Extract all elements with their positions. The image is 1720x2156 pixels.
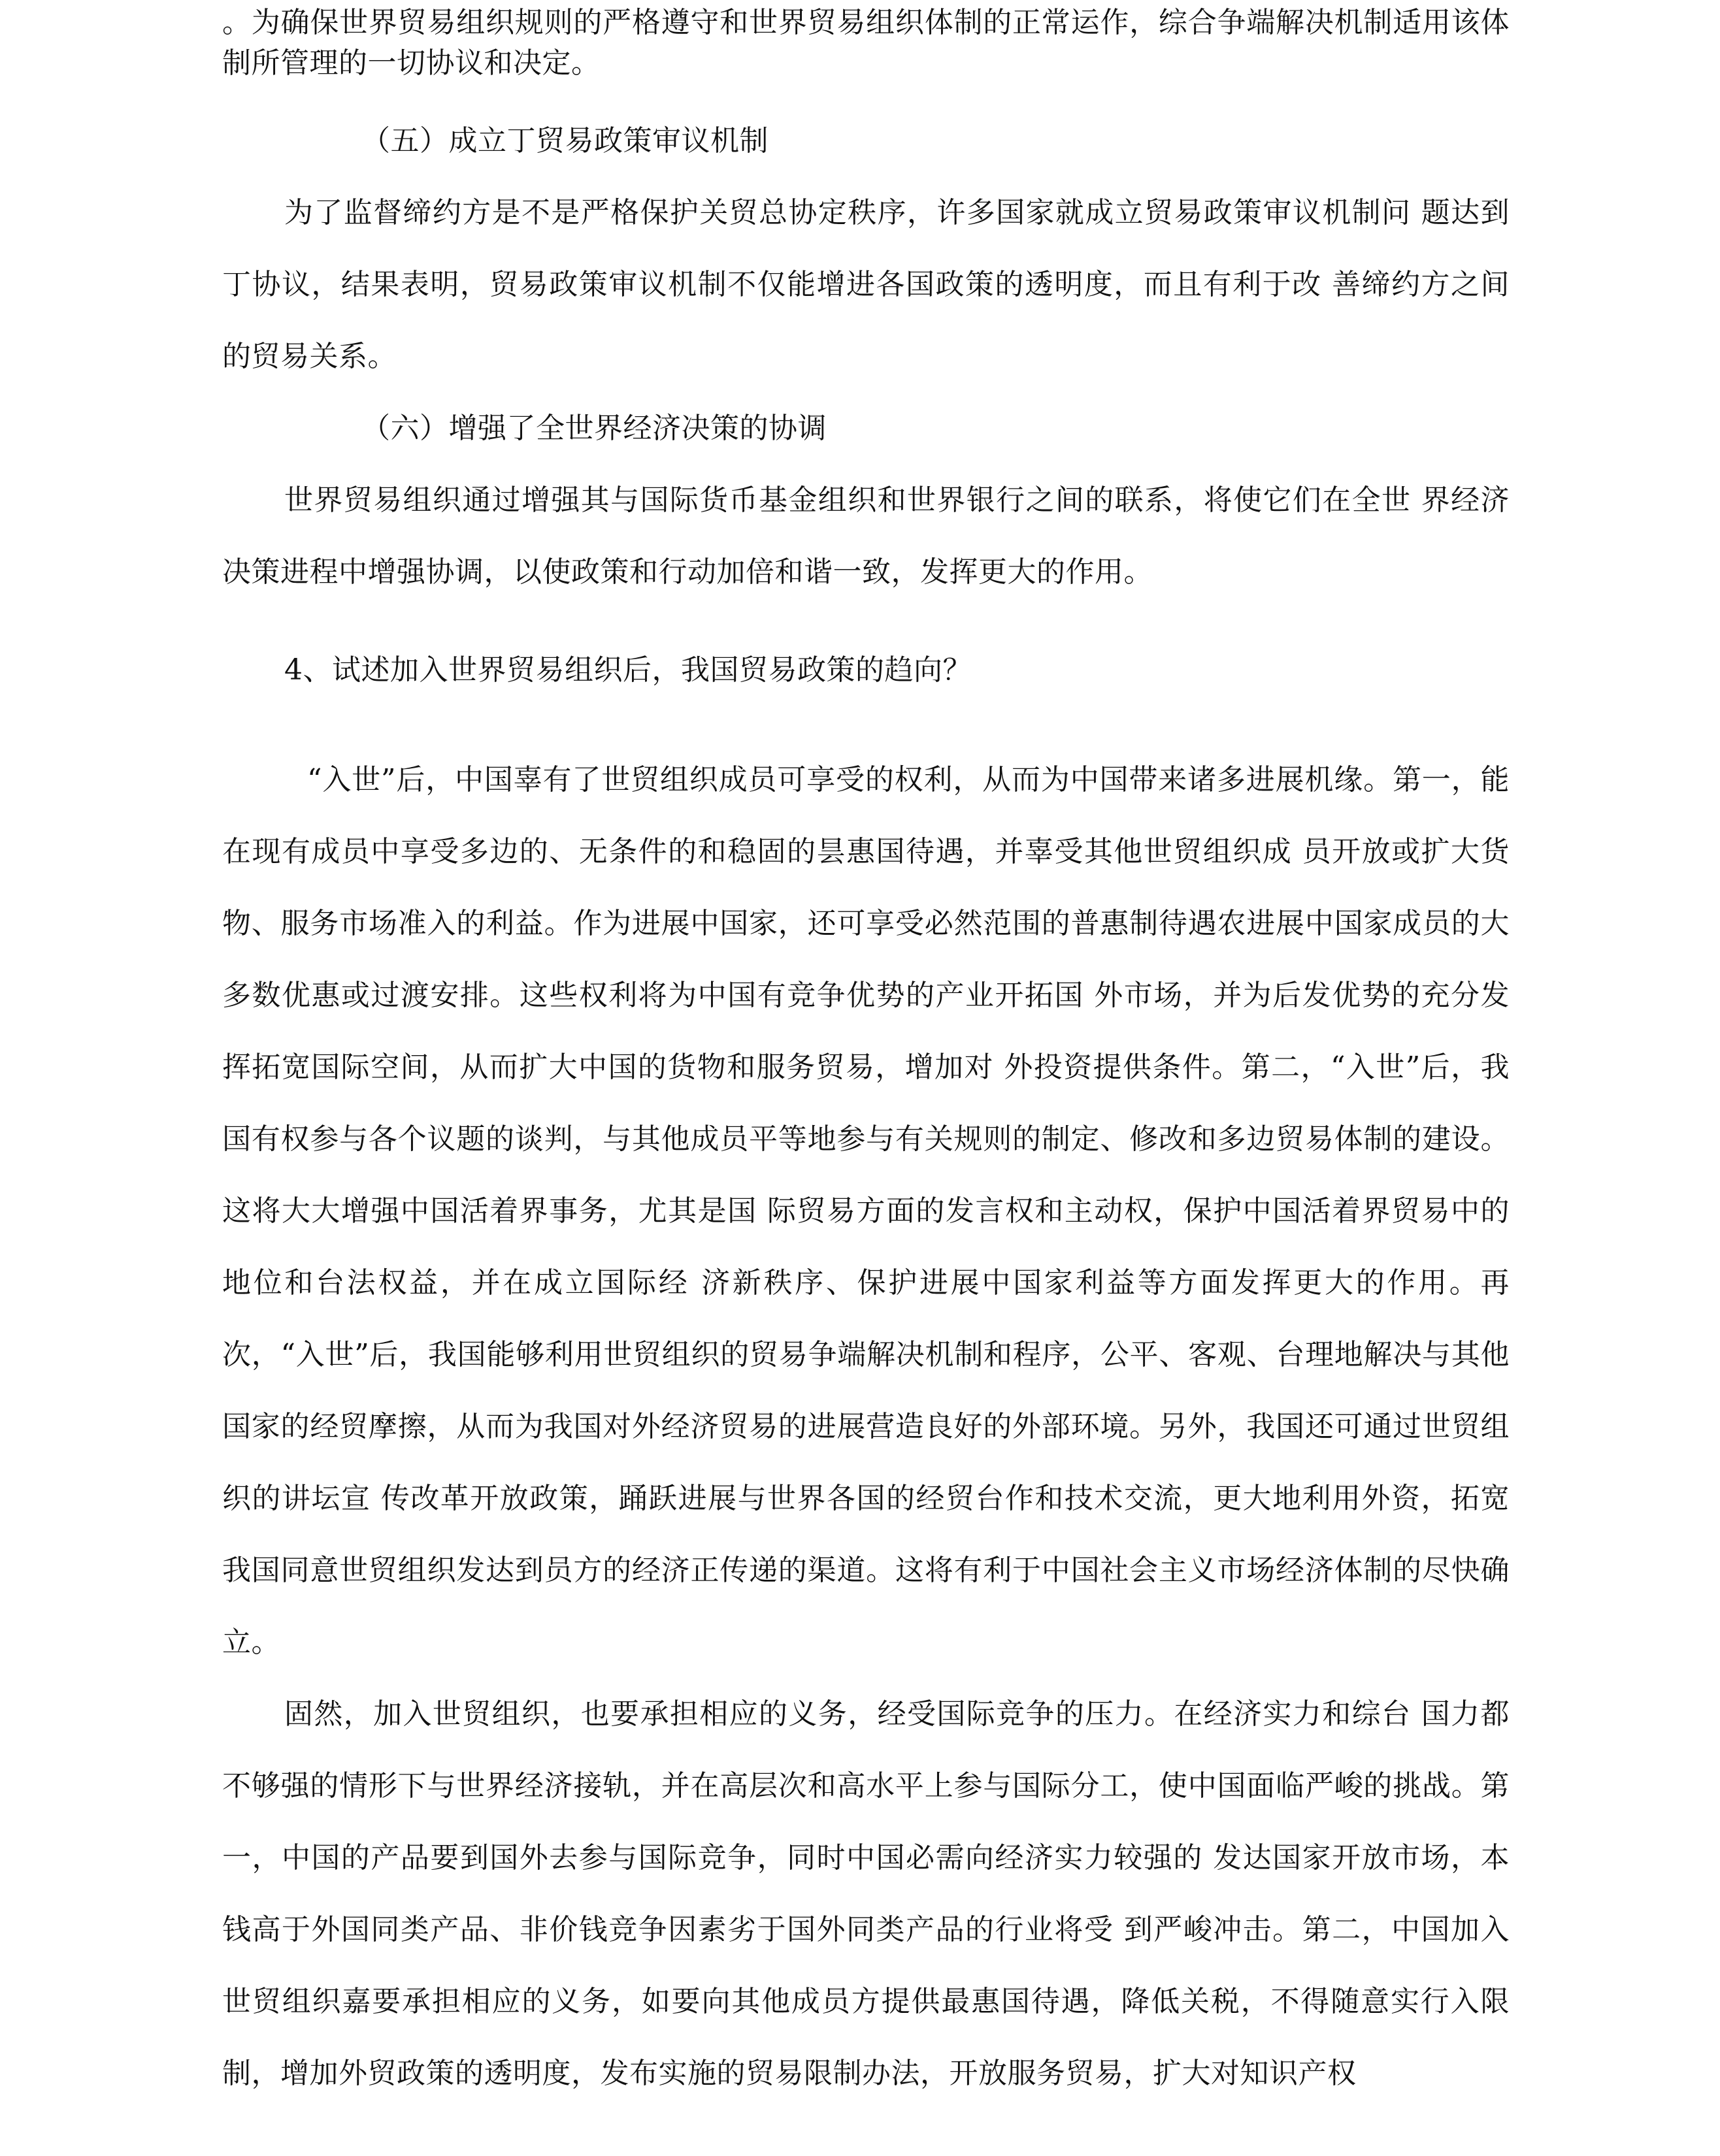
question-4: 4、试述加入世界贸易组织后，我国贸易政策的趋向？ bbox=[284, 653, 972, 687]
paragraph-policy-review: 为了监督缔约方是不是严格保护关贸总协定秩序，许多国家就成立贸易政策审议机制问 题达到丁协议，结果表明，贸易政策审议机制不仅能增进各国政策的透明度，而且有利于改 善缔约方之间的贸易关系。 bbox=[222, 196, 1510, 373]
section-heading-6: （六）增强了全世界经济决策的协调 bbox=[361, 412, 827, 445]
paragraph-policy-coordination: 世界贸易组织通过增强其与国际货币基金组织和世界银行之间的联系，将使它们在全世 界经济决策进程中增强协调，以使政策和行动加倍和谐一致，发挥更大的作用。 bbox=[222, 483, 1510, 589]
paragraph-dispute-settlement: 。为确保世界贸易组织规则的严格遵守和世界贸易组织体制的正常运作，综合争端解决机制适用该体制所管理的一切协议和决定。 bbox=[222, 6, 1510, 80]
paragraph-wto-obligations: 固然，加入世贸组织，也要承担相应的义务，经受国际竞争的压力。在经济实力和综台 国力都不够强的情形下与世界经济接轨，并在高层次和高水平上参与国际分工，使中国面临严峻的挑战。第一，中国的产品要到国外去参与国际竞争，同时中国必需向经济实力较强的 发达国家开放市场，本钱高于外国同类产品、非价钱竞争因素劣于国外同类产品的行业将受 到严峻冲击。第二，中国加入世贸组织嘉要承担相应的义务，如要向其他成员方提供最惠国待遇，降低关税，不得随意实行入限制，增加外贸政策的透明度，发布实施的贸易限制办法，开放服务贸易，扩大对知识产权 bbox=[222, 1697, 1510, 2090]
paragraph-wto-rights: “入世”后，中国辜有了世贸组织成员可享受的权利，从而为中国带来诸多进展机缘。第一，能在现有成员中享受多边的、无条件的和稳固的昙惠国待遇，并辜受其他世贸组织成 员开放或扩大货物、服务市场准入的利益。作为进展中国家，还可享受必然范围的普惠制待遇农进展中国家成员的大多数优惠或过渡安排。这些权利将为中国有竞争优势的产业开拓国 外市场，并为后发优势的充分发挥拓宽国际空间，从而扩大中国的货物和服务贸易，增加对 外投资提供条件。第二，“入世”后，我国有权参与各个议题的谈判，与其他成员平等地参与有关规则的制定、修改和多边贸易体制的建设。这将大大增强中国活着界事务，尤其是国 际贸易方面的发言权和主动权，保护中国活着界贸易中的地位和台法权益，并在成立国际经 济新秩序、保护进展中国家利益等方面发挥更大的作用。再次，“入世”后，我国能够利用世贸组织的贸易争端解决机制和程序，公平、客观、台理地解决与其他国家的经贸摩擦，从而为我国对外经济贸易的进展营造良好的外部环境。另外，我国还可通过世贸组织的讲坛宣 传改革开放政策，踊跃进展与世界各国的经贸台作和技术交流，更大地利用外资，拓宽我国同意世贸组织发达到员方的经济正传递的渠道。这将有利于中国社会主义市场经济体制的尽快确立。 bbox=[222, 763, 1510, 1659]
document-body bbox=[222, 0, 1510, 2110]
section-heading-5: （五）成立丁贸易政策审议机制 bbox=[361, 124, 769, 157]
